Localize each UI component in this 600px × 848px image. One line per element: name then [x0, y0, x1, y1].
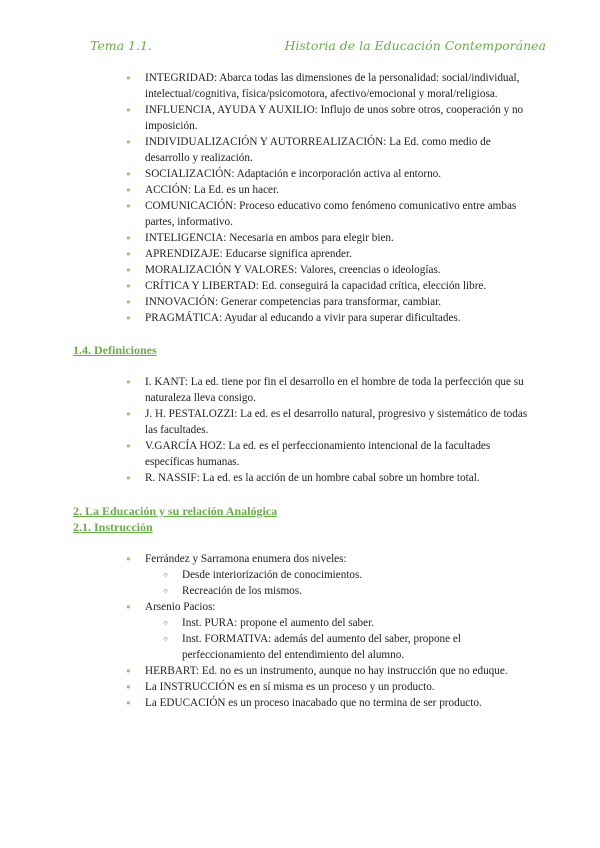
item-text: : La Ed. es un hacer. [187, 184, 279, 196]
list-item [0, 230, 600, 246]
section-heading-instruccion: 2.1. Instrucción [73, 520, 153, 534]
item-term: PRAGMÁTICA [145, 312, 219, 324]
item-text: : Proceso educativo como fenómeno comunicativo entre ambas partes, informativo. [145, 200, 517, 228]
header-subject: Historia de la Educación Contemporánea [284, 38, 546, 53]
item-text: : La Ed. como medio de desarrollo y realización. [145, 136, 491, 164]
page-content [0, 70, 600, 711]
item-text: : Ayudar al educando a vivir para superar dificultades. [218, 312, 461, 324]
list-item: ● I. KANT: La ed. tiene por fin el desarrollo en el hombre de toda la perfección que su naturaleza lleva consigo. [0, 374, 600, 406]
list-item [0, 551, 600, 599]
item-text: : Ed. conseguirá la capacidad crítica, elección libre. [255, 280, 487, 292]
item-term: INTELIGENCIA [145, 232, 224, 244]
item-term: MORALIZACIÓN Y VALORES [145, 264, 295, 276]
item-text: : Valores, creencias o ideologías. [294, 264, 441, 276]
section-heading-definitions: 1.4. Definiciones [73, 343, 157, 357]
item-text: : Influjo de unos sobre otros, cooperación y no imposición. [145, 104, 524, 132]
list-item [0, 294, 600, 310]
list-item: ● R. NASSIF: La ed. es la acción de un hombre cabal sobre un hombre total. [0, 470, 600, 486]
list-item: ● La INSTRUCCIÓN es en sí misma es un proceso y un producto. [0, 679, 600, 695]
item-text: : Adaptación e incorporación activa al entorno. [231, 168, 442, 180]
list-item [0, 134, 600, 166]
item-text: Ferrández y Sarramona enumera dos niveles: [145, 553, 347, 565]
sub-list-item: ○ Inst. PURA: propone el aumento del saber. [145, 615, 528, 631]
characteristics-list [0, 70, 600, 326]
item-text: Arsenio Pacios: [145, 601, 216, 613]
sub-list [145, 567, 528, 599]
list-item [0, 599, 600, 663]
item-text: : Abarca todas las dimensiones de la personalidad: social/individual, intelectual/cognitiva, física/psicomotora, afectivo/emocional y moral/religiosa. [145, 72, 520, 100]
item-term: ACCIÓN [145, 184, 188, 196]
list-item [0, 166, 600, 182]
list-item [0, 198, 600, 230]
item-text: : Necesaria en ambos para elegir bien. [223, 232, 394, 244]
item-term: INDIVIDUALIZACIÓN Y AUTORREALIZACIÓN [145, 136, 384, 148]
list-item [0, 182, 600, 198]
sub-list-item: ○ Inst. FORMATIVA: además del aumento del saber, propone el perfeccionamiento del entendimiento del alumno. [145, 631, 528, 663]
sub-list-item: ○ Recreación de los mismos. [145, 583, 528, 599]
list-item [0, 262, 600, 278]
header-topic: Tema 1.1. [90, 38, 152, 53]
list-item: ● La EDUCACIÓN es un proceso inacabado que no termina de ser producto. [0, 695, 600, 711]
list-item [0, 246, 600, 262]
sub-list-item: ○ Desde interiorización de conocimientos. [145, 567, 528, 583]
item-term: CRÍTICA Y LIBERTAD [145, 280, 256, 292]
list-item [0, 70, 600, 102]
item-text: : Generar competencias para transformar, cambiar. [215, 296, 442, 308]
list-item [0, 310, 600, 326]
item-term: INTEGRIDAD [145, 72, 214, 84]
item-term: INNOVACIÓN [145, 296, 216, 308]
list-item: ● V.GARCÍA HOZ: La ed. es el perfeccionamiento intencional de la facultades específicas humanas. [0, 438, 600, 470]
item-text: : Educarse significa aprender. [219, 248, 352, 260]
list-item: ● HERBART: Ed. no es un instrumento, aunque no hay instrucción que no eduque. [0, 663, 600, 679]
page-header [90, 38, 546, 53]
item-term: APRENDIZAJE [145, 248, 220, 260]
sub-list [145, 615, 528, 663]
list-item: ● J. H. PESTALOZZI: La ed. es el desarrollo natural, progresivo y sistemático de todas las facultades. [0, 406, 600, 438]
section-heading-analogica: 2. La Educación y su relación Analógica [73, 504, 278, 518]
item-term: SOCIALIZACIÓN [145, 168, 232, 180]
list-item [0, 102, 600, 134]
item-term: INFLUENCIA, AYUDA Y AUXILIO [145, 104, 315, 116]
list-item [0, 278, 600, 294]
item-term: COMUNICACIÓN [145, 200, 234, 212]
definitions-list [0, 374, 600, 486]
instruccion-list [0, 551, 600, 711]
